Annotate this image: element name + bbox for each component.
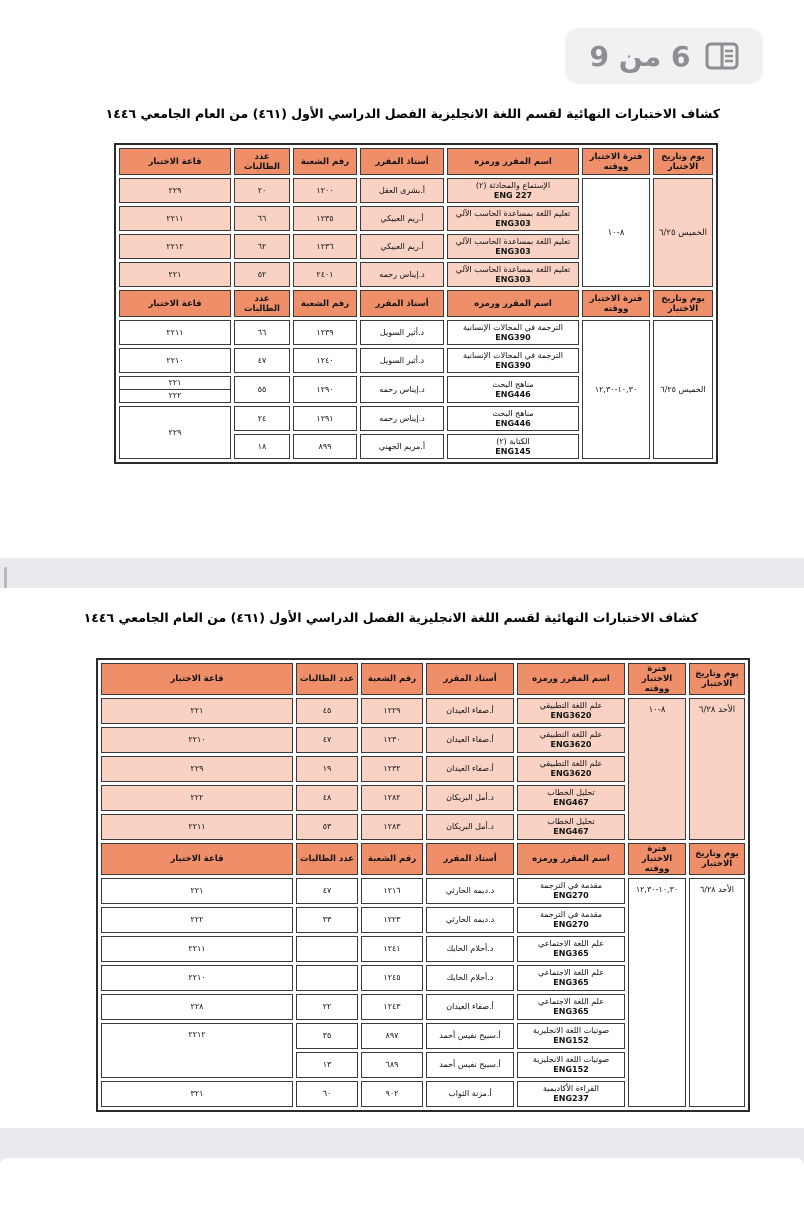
page-title: كشاف الاختبارات النهائية لقسم اللغة الانجليزية الفصل الدراسي الأول (٤٦١) من العام الجامعي ١٤٤٦ [105, 106, 720, 121]
page-indicator[interactable] [565, 28, 763, 84]
student-count: ١٩ [296, 756, 358, 782]
page-indicator-text: 6 من 9 [589, 39, 691, 73]
exam-day: الأحد ٦/٢٨ [689, 698, 745, 840]
exam-period: ٨-١٠ [582, 178, 650, 287]
header-period: فترة الاختبار ووقته [582, 290, 650, 317]
student-count [296, 936, 358, 962]
instructor: أ.مزنة الثواب [426, 1081, 514, 1107]
header-hall: قاعة الاختبار [119, 290, 231, 317]
instructor: د.إيناس رحمه [360, 262, 444, 287]
header-day: يوم وتاريخ الاختبار [689, 663, 745, 695]
course-name: مناهج البحث [492, 408, 534, 418]
instructor: د.إيناس رحمه [360, 376, 444, 403]
course-name: علم اللغة الاجتماعي [538, 997, 604, 1006]
table-row [119, 178, 713, 203]
exam-hall: ٢٢٢ [168, 391, 182, 400]
course-cell [447, 178, 579, 203]
header-period: فترة الاختبار ووقته [628, 843, 686, 875]
course-name: الترجمة في المجالات الإنسانية [463, 322, 563, 332]
course-code: ENG270 [553, 920, 589, 929]
course-name: مقدمة في الترجمة [539, 910, 603, 919]
course-name: مقدمة في الترجمة [539, 881, 603, 890]
course-code: ENG467 [553, 798, 589, 807]
student-count: ٥٥ [234, 376, 290, 403]
section-number: ١٢٩٠ [293, 376, 357, 403]
section-number: ٨٩٩ [293, 434, 357, 459]
course-code: ENG303 [495, 274, 531, 284]
exam-schedule-table-1 [114, 143, 718, 464]
table-header-row [101, 663, 745, 695]
student-count: ٢٢ [296, 994, 358, 1020]
instructor: أ.صفاء العيدان [426, 727, 514, 753]
student-count: ٣٣ [296, 907, 358, 933]
exam-day: الخميس ٦/٢٥ [653, 178, 713, 287]
course-code: ENG365 [553, 949, 589, 958]
course-name: القراءة الأكاديمية [543, 1084, 599, 1093]
section-number: ٢٤٠١ [293, 262, 357, 287]
exam-hall: ٢٢١٢ [119, 234, 231, 259]
course-cell [447, 348, 579, 373]
header-course: اسم المقرر ورمزه [517, 663, 625, 695]
course-cell [447, 376, 579, 403]
exam-schedule-table-2 [96, 658, 750, 1112]
document-page-2 [0, 588, 804, 1128]
instructor: أ.صفاء العيدان [426, 756, 514, 782]
header-section: رقم الشعبة [361, 663, 423, 695]
header-course: اسم المقرر ورمزه [447, 290, 579, 317]
exam-hall: ٢٢٨ [101, 994, 293, 1020]
table-row [119, 320, 713, 345]
instructor: د.أثير السويل [360, 348, 444, 373]
course-cell [517, 965, 625, 991]
table-row [101, 878, 745, 904]
student-count: ٤٧ [234, 348, 290, 373]
course-name: تعليم اللغة بمساعدة الحاسب الآلي [455, 236, 571, 246]
exam-hall: ٢٢١١ [101, 936, 293, 962]
section-number: ١٢٣٩ [293, 320, 357, 345]
course-code: ENG365 [553, 978, 589, 987]
section-number: ١٢٤٥ [361, 965, 423, 991]
student-count: ٤٥ [296, 698, 358, 724]
exam-hall: ٢٢١٠ [119, 348, 231, 373]
student-count: ٦٦ [234, 320, 290, 345]
section-number: ١٢٨٢ [361, 785, 423, 811]
exam-hall-split [119, 376, 231, 403]
section-number: ١٢٣٠ [361, 727, 423, 753]
exam-period: ١٠,٣٠-١٢,٣٠ [582, 320, 650, 459]
header-instructor: أستاذ المقرر [426, 663, 514, 695]
exam-hall: ٢٢٩ [119, 406, 231, 459]
course-code: ENG3620 [550, 740, 592, 749]
course-cell [447, 434, 579, 459]
instructor: أ.صفاء العيدان [426, 994, 514, 1020]
student-count: ٦٢ [234, 234, 290, 259]
exam-hall: ٢٢١ [120, 377, 230, 390]
exam-day: الخميس ٦/٢٥ [653, 320, 713, 459]
course-name: صوتيات اللغة الانجليزية [532, 1026, 610, 1035]
section-number: ١٢٣٥ [293, 206, 357, 231]
header-course: اسم المقرر ورمزه [517, 843, 625, 875]
course-cell [447, 262, 579, 287]
section-number: ١٢٠٠ [293, 178, 357, 203]
section-number: ١٢٨٣ [361, 814, 423, 840]
student-count: ٤٨ [296, 785, 358, 811]
section-number: ٩٠٢ [361, 1081, 423, 1107]
course-code: ENG446 [495, 418, 531, 428]
student-count: ٢٠ [234, 178, 290, 203]
course-code: ENG303 [495, 246, 531, 256]
instructor: د.ديمه الحارثي [426, 878, 514, 904]
instructor: أ.مريم الجهني [360, 434, 444, 459]
exam-period: ٨-١٠ [628, 698, 686, 840]
table-header-row [119, 148, 713, 175]
course-code: ENG237 [553, 1094, 589, 1103]
section-number: ١٢٣٦ [293, 234, 357, 259]
exam-hall: ٢٢١١ [119, 206, 231, 231]
exam-hall: ٢٢١٢ [101, 1023, 293, 1078]
section-number: ١٢٤٣ [361, 994, 423, 1020]
table-row [101, 698, 745, 724]
course-name: علم اللغة الاجتماعي [538, 968, 604, 977]
course-name: علم اللغة الاجتماعي [538, 939, 604, 948]
document-page-3 [0, 1158, 804, 1218]
student-count: ١٨ [234, 434, 290, 459]
exam-hall: ٢٢٩ [101, 756, 293, 782]
student-count: ٦٦ [234, 206, 290, 231]
instructor: د.أمل البريكان [426, 814, 514, 840]
course-name: تعليم اللغة بمساعدة الحاسب الآلي [455, 264, 571, 274]
course-name: مناهج البحث [492, 379, 534, 389]
instructor: د.ديمه الحارثي [426, 907, 514, 933]
header-section: رقم الشعبة [361, 843, 423, 875]
course-code: ENG390 [495, 332, 531, 342]
book-icon [705, 42, 739, 70]
course-name: تحليل الخطاب [547, 817, 595, 826]
section-number: ١٢٩١ [293, 406, 357, 431]
course-name: الكتابة (٢) [496, 436, 530, 446]
course-code: ENG3620 [550, 769, 592, 778]
student-count: ٣٥ [296, 1023, 358, 1049]
course-name: علم اللغة التطبيقي [539, 701, 603, 710]
course-code: ENG 227 [493, 190, 533, 200]
table-header-row [101, 843, 745, 875]
header-hall: قاعة الاختبار [119, 148, 231, 175]
header-day: يوم وتاريخ الاختبار [653, 290, 713, 317]
instructor: أ.سبيح نفيس أحمد [426, 1023, 514, 1049]
course-code: ENG365 [553, 1007, 589, 1016]
course-code: ENG446 [495, 389, 531, 399]
student-count: ١٣ [296, 1052, 358, 1078]
exam-hall: ٢٢١٠ [101, 727, 293, 753]
course-name: الإستماع والمحادثة (٢) [475, 180, 551, 190]
course-name: علم اللغة التطبيقي [539, 759, 603, 768]
header-hall: قاعة الاختبار [101, 843, 293, 875]
course-cell [517, 756, 625, 782]
section-number: ١٢٤١ [361, 936, 423, 962]
instructor: أ.ريم العبيكي [360, 234, 444, 259]
exam-day: الأحد ٦/٢٨ [689, 878, 745, 1107]
exam-hall: ٢٢١ [101, 878, 293, 904]
course-code: ENG3620 [550, 711, 592, 720]
header-period: فترة الاختبار ووقته [582, 148, 650, 175]
table-header-row [119, 290, 713, 317]
student-count [296, 965, 358, 991]
course-code: ENG270 [553, 891, 589, 900]
exam-hall: ٢٢٢ [101, 907, 293, 933]
header-students: عدد الطالبات [296, 663, 358, 695]
section-number: ١٢٢٩ [361, 698, 423, 724]
header-students: عدد الطالبات [234, 290, 290, 317]
course-cell [447, 320, 579, 345]
header-instructor: أستاذ المقرر [426, 843, 514, 875]
header-instructor: أستاذ المقرر [360, 148, 444, 175]
student-count: ٢٤ [234, 406, 290, 431]
student-count: ٥٣ [296, 814, 358, 840]
exam-hall: ٢٢٢ [101, 785, 293, 811]
course-cell [517, 1023, 625, 1049]
instructor: د.أحلام الحايك [426, 936, 514, 962]
exam-hall: ٢٢١ [119, 262, 231, 287]
instructor: أ.بشرى العقل [360, 178, 444, 203]
student-count: ٤٧ [296, 727, 358, 753]
course-name: علم اللغة التطبيقي [539, 730, 603, 739]
header-students: عدد الطالبات [234, 148, 290, 175]
page-title: كشاف الاختبارات النهائية لقسم اللغة الانجليزية الفصل الدراسي الأول (٤٦١) من العام الجامعي ١٤٤٦ [83, 610, 698, 625]
header-course: اسم المقرر ورمزه [447, 148, 579, 175]
student-count: ٤٧ [296, 878, 358, 904]
course-cell [517, 994, 625, 1020]
course-cell [517, 936, 625, 962]
header-hall: قاعة الاختبار [101, 663, 293, 695]
section-number: ١٢١٦ [361, 878, 423, 904]
header-period: فترة الاختبار ووقته [628, 663, 686, 695]
student-count: ٦٠ [296, 1081, 358, 1107]
course-cell [517, 785, 625, 811]
section-number: ٨٩٧ [361, 1023, 423, 1049]
instructor: د.إيناس رحمه [360, 406, 444, 431]
instructor: د.أحلام الحايك [426, 965, 514, 991]
course-cell [517, 1081, 625, 1107]
section-number: ١٢٢٣ [361, 907, 423, 933]
course-code: ENG467 [553, 827, 589, 836]
course-cell [447, 406, 579, 431]
student-count: ٥٢ [234, 262, 290, 287]
header-section: رقم الشعبة [293, 148, 357, 175]
exam-hall: ٢٢١١ [101, 814, 293, 840]
course-cell [517, 698, 625, 724]
instructor: د.أثير السويل [360, 320, 444, 345]
course-cell [517, 1052, 625, 1078]
course-code: ENG152 [553, 1036, 589, 1045]
instructor: أ.صفاء العيدان [426, 698, 514, 724]
document-page-1 [0, 0, 804, 558]
exam-hall: ٢٢١٠ [101, 965, 293, 991]
course-cell [517, 727, 625, 753]
header-section: رقم الشعبة [293, 290, 357, 317]
course-cell [447, 234, 579, 259]
section-number: ١٢٣٢ [361, 756, 423, 782]
instructor: أ.سبيح نفيس أحمد [426, 1052, 514, 1078]
header-students: عدد الطالبات [296, 843, 358, 875]
course-code: ENG390 [495, 360, 531, 370]
exam-hall: ٢٢١ [101, 698, 293, 724]
header-instructor: أستاذ المقرر [360, 290, 444, 317]
course-name: تحليل الخطاب [547, 788, 595, 797]
exam-period: ١٠,٣٠-١٢,٣٠ [628, 878, 686, 1107]
header-day: يوم وتاريخ الاختبار [689, 843, 745, 875]
course-code: ENG145 [495, 446, 531, 456]
course-cell [517, 907, 625, 933]
course-cell [517, 878, 625, 904]
instructor: أ.ريم العبيكي [360, 206, 444, 231]
instructor: د.أمل البريكان [426, 785, 514, 811]
exam-hall: ٢٢١١ [119, 320, 231, 345]
exam-hall: ٣٢١ [101, 1081, 293, 1107]
course-cell [517, 814, 625, 840]
course-name: الترجمة في المجالات الإنسانية [463, 350, 563, 360]
header-day: يوم وتاريخ الاختبار [653, 148, 713, 175]
course-code: ENG152 [553, 1065, 589, 1074]
course-name: صوتيات اللغة الانجليزية [532, 1055, 610, 1064]
section-number: ١٢٤٠ [293, 348, 357, 373]
course-name: تعليم اللغة بمساعدة الحاسب الآلي [455, 208, 571, 218]
section-number: ٦٨٩ [361, 1052, 423, 1078]
exam-hall: ٢٢٩ [119, 178, 231, 203]
course-cell [447, 206, 579, 231]
course-code: ENG303 [495, 218, 531, 228]
